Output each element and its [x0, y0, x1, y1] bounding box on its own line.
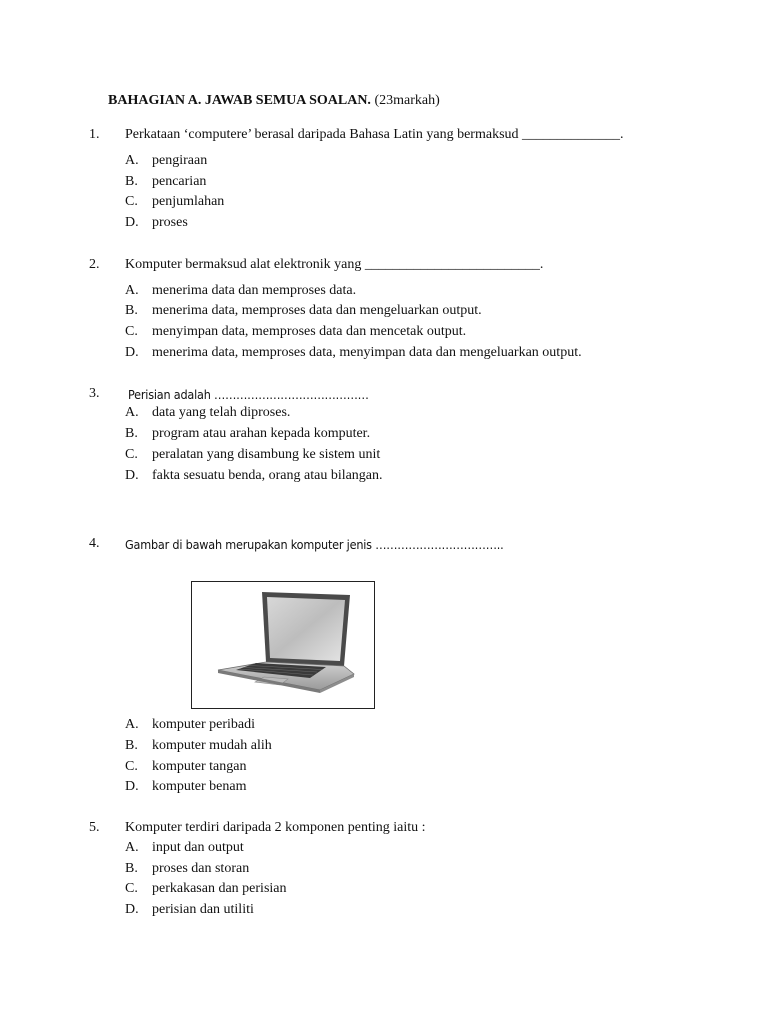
option-text: fakta sesuatu benda, orang atau bilangan. — [152, 468, 383, 483]
option-letter: D. — [125, 215, 139, 230]
option-text: peralatan yang disambung ke sistem unit — [152, 447, 381, 462]
option-letter: B. — [125, 426, 138, 441]
option-letter: C. — [125, 324, 138, 339]
question-number: 1. — [89, 127, 100, 142]
question-number: 2. — [89, 257, 100, 272]
option-letter: C. — [125, 447, 138, 462]
question-number: 4. — [89, 536, 100, 551]
option-letter: D. — [125, 779, 139, 794]
option-text: komputer benam — [152, 779, 247, 794]
option-letter: B. — [125, 738, 138, 753]
option-letter: A. — [125, 840, 139, 855]
question-text: Perkataan ‘computere’ berasal daripada Bahasa Latin yang bermaksud ______________. — [125, 127, 624, 142]
option-text: menyimpan data, memproses data dan mencetak output. — [152, 324, 467, 339]
option-text: komputer peribadi — [152, 717, 256, 732]
option-text: perisian dan utiliti — [152, 902, 254, 917]
option-letter: A. — [125, 153, 139, 168]
question-text: Komputer bermaksud alat elektronik yang _________________________. — [125, 257, 544, 272]
option-letter: B. — [125, 303, 138, 318]
option-text: penjumlahan — [152, 194, 225, 209]
option-letter: C. — [125, 759, 138, 774]
laptop-image — [191, 581, 375, 709]
option-text: pencarian — [152, 174, 207, 189]
section-heading-marks: (23markah) — [370, 93, 440, 108]
laptop-icon — [192, 582, 374, 708]
option-text: proses dan storan — [152, 861, 250, 876]
option-text: menerima data, memproses data, menyimpan data dan mengeluarkan output. — [152, 345, 582, 360]
option-letter: A. — [125, 283, 139, 298]
option-letter: A. — [125, 717, 139, 732]
option-text: menerima data dan memproses data. — [152, 283, 357, 298]
question-text: Perisian adalah …………………………………… — [128, 387, 369, 402]
section-heading-title: BAHAGIAN A. JAWAB SEMUA SOALAN. — [108, 93, 371, 108]
option-text: program atau arahan kepada komputer. — [152, 426, 371, 441]
question-text: Gambar di bawah merupakan komputer jenis …………………………….. — [125, 537, 504, 552]
option-letter: C. — [125, 881, 138, 896]
option-letter: D. — [125, 902, 139, 917]
option-text: komputer mudah alih — [152, 738, 272, 753]
section-heading — [108, 93, 440, 109]
question-number: 3. — [89, 386, 100, 401]
option-letter: B. — [125, 861, 138, 876]
question-text: Komputer terdiri daripada 2 komponen penting iaitu : — [125, 820, 426, 835]
option-text: perkakasan dan perisian — [152, 881, 287, 896]
option-letter: D. — [125, 345, 139, 360]
option-text: menerima data, memproses data dan mengeluarkan output. — [152, 303, 482, 318]
option-letter: D. — [125, 468, 139, 483]
option-text: proses — [152, 215, 188, 230]
option-letter: B. — [125, 174, 138, 189]
option-text: pengiraan — [152, 153, 208, 168]
option-text: komputer tangan — [152, 759, 247, 774]
option-text: data yang telah diproses. — [152, 405, 291, 420]
option-text: input dan output — [152, 840, 244, 855]
question-number: 5. — [89, 820, 100, 835]
option-letter: C. — [125, 194, 138, 209]
option-letter: A. — [125, 405, 139, 420]
